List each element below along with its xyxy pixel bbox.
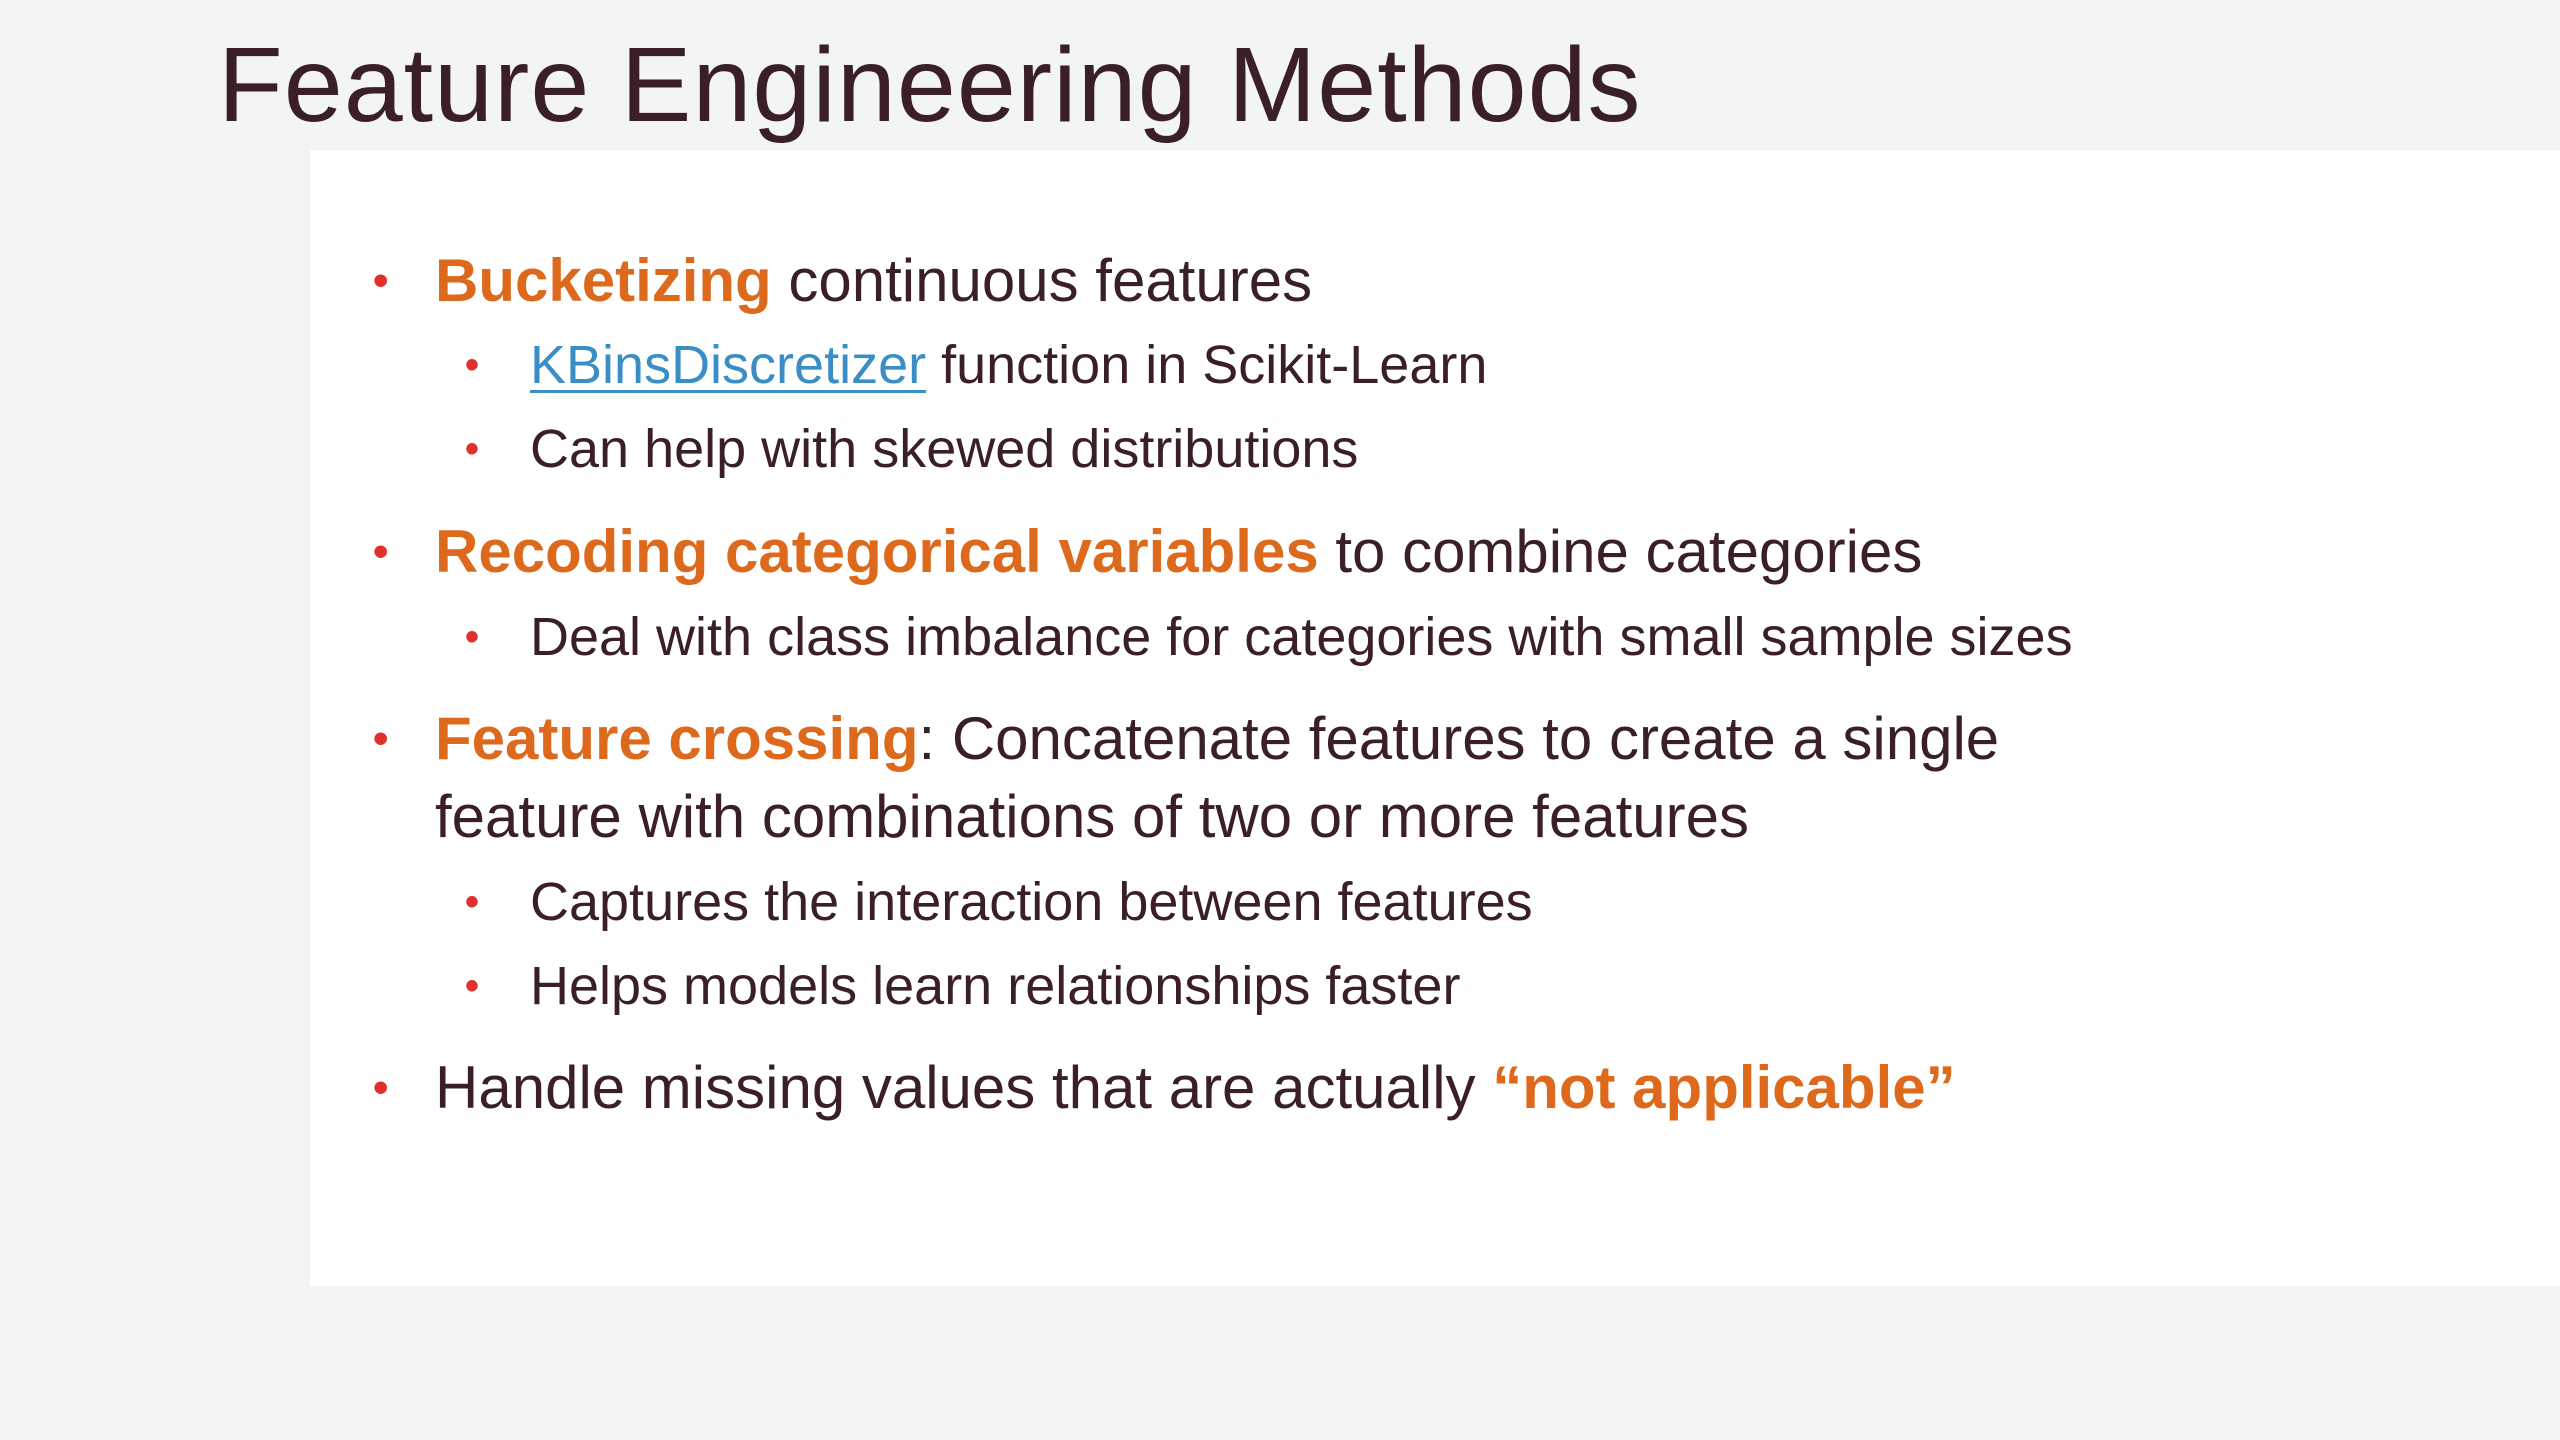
bullet-text: to combine categories bbox=[1318, 518, 1923, 585]
sub-bullet-interaction bbox=[465, 867, 2480, 937]
sub-bullet-kbins bbox=[465, 330, 2480, 400]
bullet-text: Handle missing values that are actually bbox=[435, 1054, 1493, 1121]
sub-bullet-skewed bbox=[465, 414, 2480, 484]
bullet-recoding bbox=[373, 513, 2335, 591]
sub-bullet-text: Can help with skewed distributions bbox=[530, 419, 1359, 479]
bullet-marker: • bbox=[373, 527, 389, 576]
bullet-missing-values bbox=[373, 1049, 2335, 1127]
bullet-marker: • bbox=[373, 256, 389, 305]
sub-bullet-text: Deal with class imbalance for categories with small sample sizes bbox=[530, 607, 2073, 667]
sub-bullet-text: Captures the interaction between features bbox=[530, 872, 1533, 932]
sub-bullet-marker: • bbox=[465, 880, 480, 924]
bullet-text-continued: feature with combinations of two or more features bbox=[435, 783, 1749, 850]
bullet-marker: • bbox=[373, 714, 389, 763]
highlight-bucketizing: Bucketizing bbox=[435, 247, 772, 314]
sub-bullet-imbalance bbox=[465, 602, 2480, 672]
bullet-feature-crossing bbox=[373, 700, 2335, 856]
sub-bullet-marker: • bbox=[465, 427, 480, 471]
slide-title: Feature Engineering Methods bbox=[218, 26, 1642, 144]
bullet-text: continuous features bbox=[771, 247, 1313, 314]
bullet-marker: • bbox=[373, 1063, 389, 1112]
sub-bullet-text: Helps models learn relationships faster bbox=[530, 956, 1461, 1016]
sub-bullet-marker: • bbox=[465, 343, 480, 387]
kbinsdiscretizer-link[interactable]: KBinsDiscretizer bbox=[530, 335, 927, 395]
bullet-bucketizing bbox=[373, 242, 2335, 320]
bullet-text: : Concatenate features to create a single bbox=[918, 705, 2000, 772]
sub-bullet-marker: • bbox=[465, 615, 480, 659]
sub-bullet-text: function in Scikit-Learn bbox=[926, 335, 1488, 395]
sub-bullet-marker: • bbox=[465, 964, 480, 1008]
highlight-not-applicable: “not applicable” bbox=[1492, 1054, 1956, 1121]
sub-bullet-faster bbox=[465, 951, 2480, 1021]
highlight-recoding: Recoding categorical variables bbox=[435, 518, 1319, 585]
content-panel bbox=[310, 150, 2560, 1286]
highlight-feature-crossing: Feature crossing bbox=[435, 705, 919, 772]
